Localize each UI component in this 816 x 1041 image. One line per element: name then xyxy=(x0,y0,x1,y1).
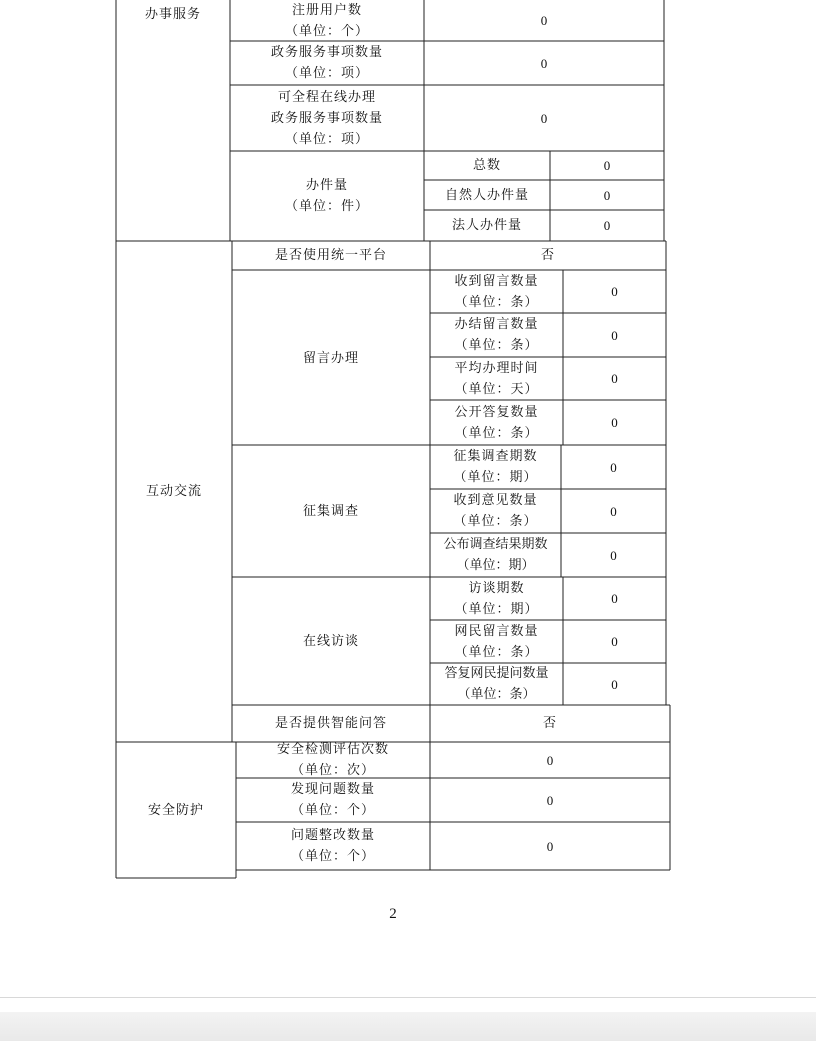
section-label-interaction: 互动交流 xyxy=(145,484,202,499)
sub-item-netizen-messages: 网民留言数量 （单位：条） xyxy=(454,623,539,660)
row-item-issues-fixed: 问题整改数量 （单位：个） xyxy=(290,828,375,864)
sub-item-legal-person: 法人办件量 xyxy=(451,218,522,233)
sub-value-interview-rounds: 0 xyxy=(611,591,618,606)
row-item-issues-found: 发现问题数量 （单位：个） xyxy=(290,782,375,818)
scan-edge-line xyxy=(0,997,816,998)
row-value-security-assessments: 0 xyxy=(546,752,554,768)
sub-item-total: 总数 xyxy=(472,158,501,173)
sub-value-messages-received: 0 xyxy=(611,284,618,299)
sub-value-natural-person: 0 xyxy=(603,187,611,203)
group-survey: 征集调查 xyxy=(302,503,359,519)
sub-item-opinions-received: 收到意见数量 （单位：条） xyxy=(453,493,538,529)
sub-value-legal-person: 0 xyxy=(603,218,611,233)
row-value-issues-fixed: 0 xyxy=(546,838,554,854)
page-number: 2 xyxy=(389,906,397,922)
row-value-issues-found: 0 xyxy=(546,792,554,808)
sub-value-avg-handling-time: 0 xyxy=(611,371,618,386)
sub-value-survey-rounds: 0 xyxy=(610,459,617,475)
sub-value-netizen-messages: 0 xyxy=(611,634,618,649)
row-item-smart-qa: 是否提供智能问答 xyxy=(274,716,387,731)
row-value-unified-platform: 否 xyxy=(540,248,555,263)
group-online-interview: 在线访谈 xyxy=(302,633,359,649)
row-item-registered-users: 注册用户数 （单位：个） xyxy=(284,2,369,39)
sub-item-interview-rounds: 访谈期数 （单位：期） xyxy=(454,580,539,617)
sub-value-survey-results-published: 0 xyxy=(610,547,617,563)
sub-value-total: 0 xyxy=(603,158,611,173)
scan-edge-shadow xyxy=(0,1012,816,1041)
sub-item-netizen-questions-answered: 答复网民提问数量 （单位：条） xyxy=(444,666,549,702)
sub-value-netizen-questions-answered: 0 xyxy=(611,676,618,692)
sub-item-avg-handling-time: 平均办理时间 （单位：天） xyxy=(454,360,539,397)
row-item-unified-platform: 是否使用统一平台 xyxy=(274,248,387,263)
sub-value-messages-closed: 0 xyxy=(611,327,618,343)
sub-value-opinions-received: 0 xyxy=(610,503,617,519)
row-item-service-items: 政务服务事项数量 （单位：项） xyxy=(270,45,383,81)
sub-item-public-replies: 公开答复数量 （单位：条） xyxy=(454,404,539,441)
sub-item-survey-rounds: 征集调查期数 （单位：期） xyxy=(453,449,538,485)
sub-value-public-replies: 0 xyxy=(611,415,618,430)
row-item-online-service-items: 可全程在线办理 政务服务事项数量 （单位：项） xyxy=(270,89,383,147)
sub-item-messages-received: 收到留言数量 （单位：条） xyxy=(454,273,539,310)
section-label-security: 安全防护 xyxy=(147,802,204,818)
group-message-handling: 留言办理 xyxy=(302,351,359,366)
row-item-security-assessments: 安全检测评估次数 （单位：次） xyxy=(276,742,389,778)
sub-item-survey-results-published: 公布调查结果期数 （单位：期） xyxy=(443,537,548,573)
sub-item-messages-closed: 办结留言数量 （单位：条） xyxy=(454,317,539,353)
row-value-registered-users: 0 xyxy=(540,13,548,28)
row-value-service-items: 0 xyxy=(540,55,548,71)
section-label-service: 办事服务 xyxy=(144,6,201,22)
row-item-case-volume: 办件量 （单位：件） xyxy=(284,178,369,214)
sub-item-natural-person: 自然人办件量 xyxy=(444,187,529,203)
row-value-online-service-items: 0 xyxy=(540,110,548,126)
row-value-smart-qa: 否 xyxy=(542,716,557,731)
